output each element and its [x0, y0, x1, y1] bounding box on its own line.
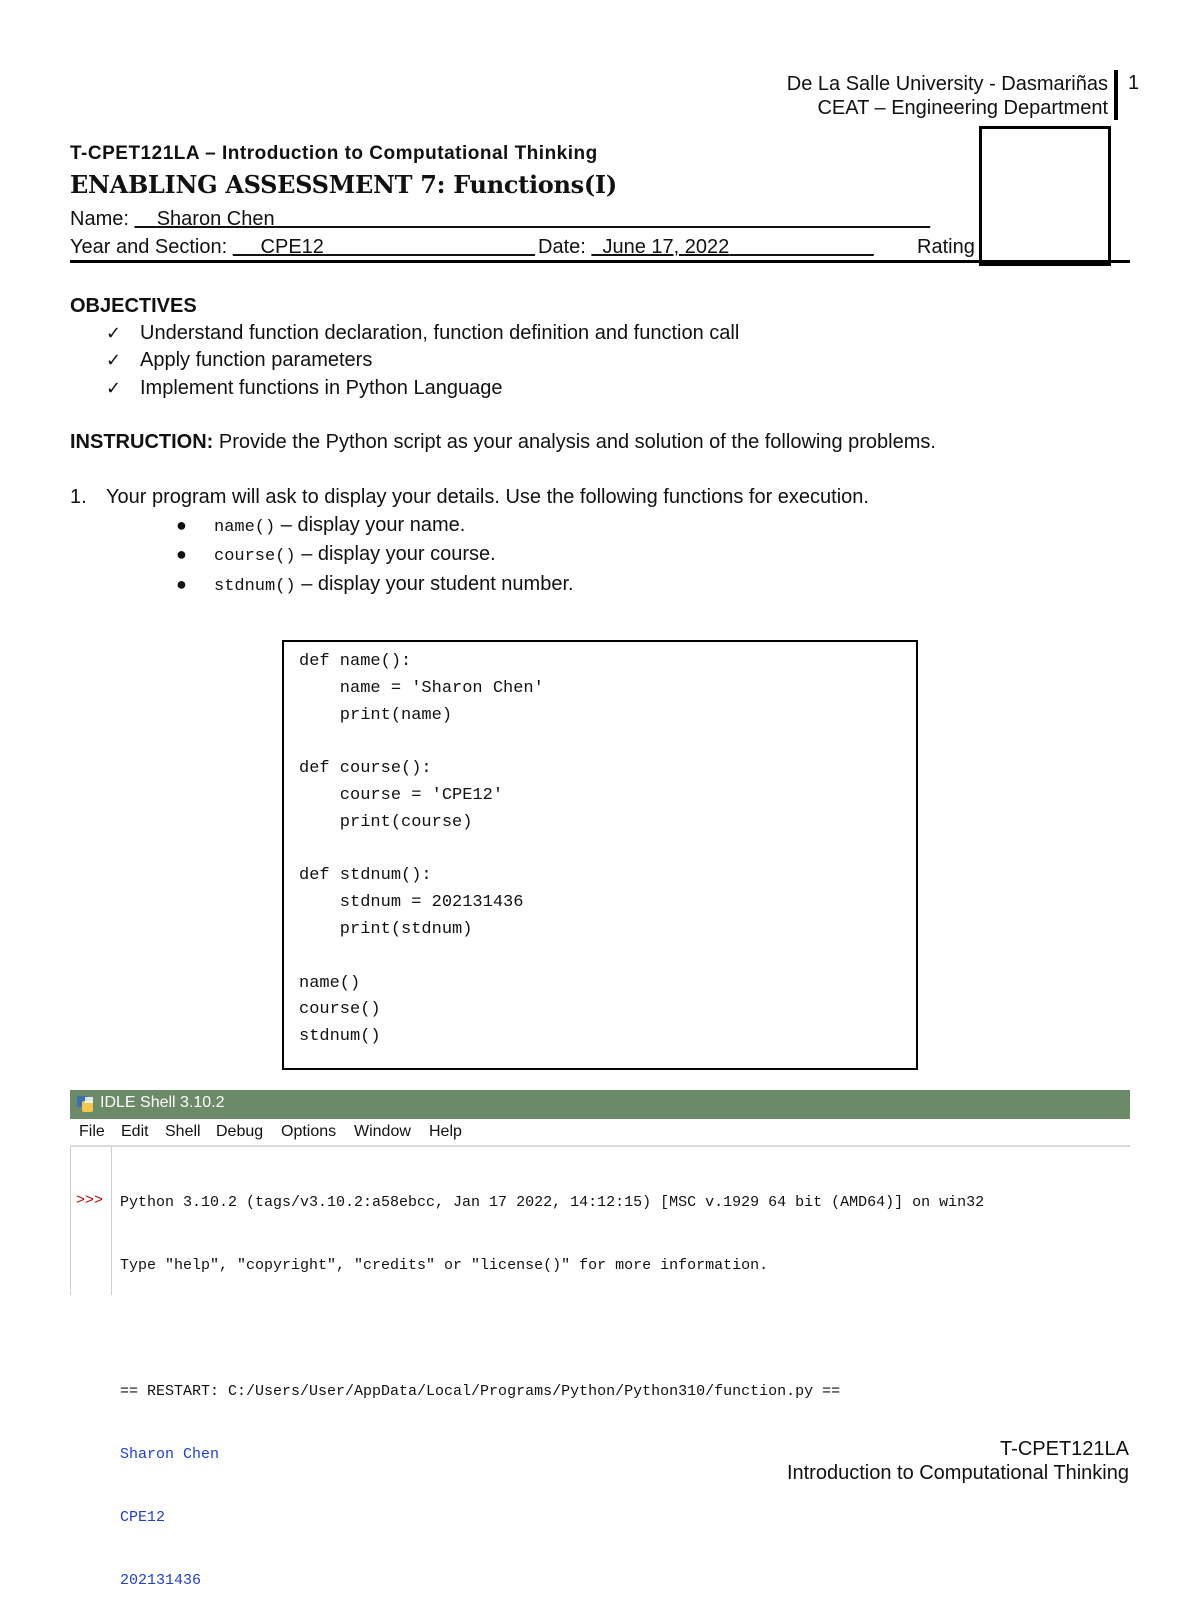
rating-box [979, 126, 1111, 266]
python-code: def name(): name = 'Sharon Chen' print(name) def course(): course = 'CPE12' print(course) def stdnum(): stdnum = 202131436 print(stdnum) name() course() stdnum() [299, 652, 544, 1047]
instruction [70, 431, 936, 454]
footer-course-code: T-CPET121LA [1000, 1438, 1129, 1460]
problem-number: 1. [70, 486, 87, 508]
date-label: Date: [538, 236, 586, 258]
instruction-text: Provide the Python script as your analysis and solution of the following problems. [218, 431, 936, 453]
menu-options[interactable]: Options [281, 1123, 337, 1140]
menu-debug[interactable]: Debug [216, 1123, 264, 1140]
idle-menu-bar [70, 1121, 1130, 1143]
date-value: June 17, 2022 [602, 236, 730, 258]
year-section-row [70, 236, 535, 259]
python-icon [76, 1095, 94, 1113]
objective-item: ✓ Understand function declaration, function definition and function call [106, 322, 740, 344]
bullet-icon: ● [176, 515, 187, 535]
department-name: CEAT – Engineering Department [817, 97, 1108, 119]
footer-course-name: Introduction to Computational Thinking [786, 1462, 1129, 1484]
bullet-icon: ● [176, 574, 187, 594]
bullet-icon: ● [176, 544, 187, 564]
university-name: De La Salle University - Dasmariñas [786, 73, 1108, 95]
name-value: Sharon Chen [156, 208, 275, 230]
menu-edit[interactable]: Edit [121, 1123, 149, 1140]
checkmark-icon: ✓ [106, 378, 122, 399]
shell-restart-line: == RESTART: C:/Users/User/AppData/Local/Programs/Python/Python310/function.py == [120, 1383, 841, 1400]
objective-item: ✓ Implement functions in Python Language [106, 377, 503, 399]
checkmark-icon: ✓ [106, 350, 122, 371]
objective-item: ✓ Apply function parameters [106, 349, 373, 371]
shell-prompt: >>> [76, 1192, 104, 1209]
name-label: Name: [70, 208, 129, 230]
function-list-item: ● stdnum() – display your student number. [176, 573, 574, 596]
shell-output-line: CPE12 [120, 1509, 166, 1526]
problem-statement [70, 486, 869, 509]
footer [787, 1437, 1129, 1485]
menu-help[interactable]: Help [429, 1123, 462, 1140]
shell-output[interactable] [120, 1150, 984, 1612]
shell-banner-line: Type "help", "copyright", "credits" or "license()" for more information. [120, 1257, 769, 1274]
shell-gutter [70, 1147, 112, 1295]
function-list-item: ● name() – display your name. [176, 514, 466, 537]
function-list-item: ● course() – display your course. [176, 543, 496, 566]
idle-title: IDLE Shell 3.10.2 [100, 1094, 225, 1111]
shell-banner-line: Python 3.10.2 (tags/v3.10.2:a58ebcc, Jan 17 2022, 14:12:15) [MSC v.1929 64 bit (AMD64)] on win32 [120, 1194, 985, 1211]
header-institution [787, 72, 1108, 120]
page-number: 1 [1128, 72, 1140, 94]
assessment-title: ENABLING ASSESSMENT 7: Functions(I) [70, 170, 617, 199]
name-row [70, 208, 930, 231]
idle-title-bar [70, 1090, 1130, 1119]
year-section-value: CPE12 [260, 236, 324, 258]
rating-label: Rating [917, 236, 975, 258]
date-row [538, 236, 874, 259]
menu-window[interactable]: Window [354, 1123, 411, 1140]
header-rule [70, 260, 1130, 263]
menu-separator [70, 1145, 1130, 1147]
menu-shell[interactable]: Shell [165, 1123, 201, 1140]
checkmark-icon: ✓ [106, 323, 122, 344]
course-title: T-CPET121LA – Introduction to Computational Thinking [70, 143, 598, 164]
shell-output-line: 202131436 [120, 1572, 202, 1589]
code-box [282, 640, 918, 1070]
objectives-heading: OBJECTIVES [70, 295, 197, 317]
problem-text: Your program will ask to display your details. Use the following functions for execution. [106, 486, 869, 508]
menu-file[interactable]: File [79, 1123, 105, 1140]
shell-output-line: Sharon Chen [120, 1446, 220, 1463]
page-number-divider [1114, 70, 1118, 120]
instruction-label: INSTRUCTION: [70, 431, 214, 453]
year-section-label: Year and Section: [70, 236, 228, 258]
